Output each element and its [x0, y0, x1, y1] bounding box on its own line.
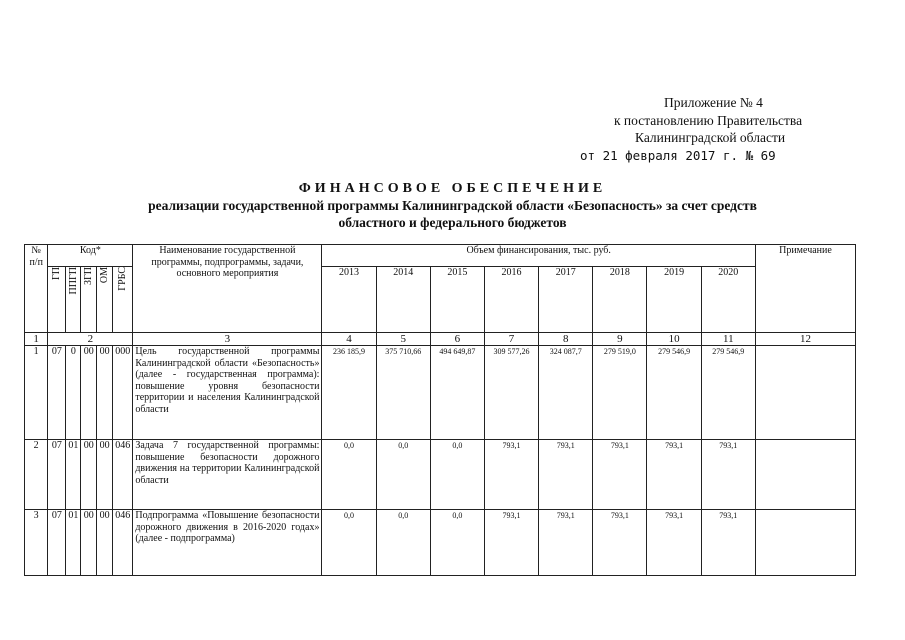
value-cell: 793,1	[647, 440, 701, 510]
column-number: 2	[48, 333, 133, 346]
row-note	[755, 510, 855, 576]
code-ppgp: 01	[66, 440, 81, 510]
header-year: 2020	[701, 267, 755, 333]
value-cell: 0,0	[430, 440, 484, 510]
document-heading	[0, 180, 905, 231]
value-cell: 793,1	[484, 510, 538, 576]
column-number: 11	[701, 333, 755, 346]
value-cell: 793,1	[701, 440, 755, 510]
header-note: Примечание	[755, 245, 855, 333]
table-row	[25, 440, 856, 510]
header-code: Код*	[48, 245, 133, 267]
row-num: 2	[25, 440, 48, 510]
header-name: Наименование государственной программы, подпрограммы, задачи, основного мероприятия	[133, 245, 322, 333]
header-funding: Объем финансирования, тыс. руб.	[322, 245, 755, 267]
value-cell: 324 087,7	[539, 346, 593, 440]
value-cell: 0,0	[376, 440, 430, 510]
row-name: Подпрограмма «Повышение безопасности дорожного движения в 2016-2020 годах» (далее - подпрограмма)	[133, 510, 322, 576]
code-zgp: 00	[81, 510, 97, 576]
table-row	[25, 346, 856, 440]
document-title: ФИНАНСОВОЕ ОБЕСПЕЧЕНИЕ	[298, 181, 607, 196]
value-cell: 0,0	[430, 510, 484, 576]
code-grbs: 046	[113, 440, 133, 510]
appendix-resolution: к постановлению Правительства	[614, 112, 803, 128]
header-code-zgp: ЗГП	[83, 267, 95, 286]
header-year: 2014	[376, 267, 430, 333]
column-number: 1	[25, 333, 48, 346]
row-note	[755, 440, 855, 510]
value-cell: 279 519,0	[593, 346, 647, 440]
value-cell: 793,1	[539, 510, 593, 576]
row-name: Задача 7 государственной программы: повышение безопасности дорожного движения на территории Калининградской области	[133, 440, 322, 510]
appendix-date: от 21 февраля 2017 г. № 69	[580, 147, 776, 163]
code-om: 00	[97, 346, 113, 440]
header-year: 2018	[593, 267, 647, 333]
value-cell: 0,0	[322, 440, 376, 510]
code-gp: 07	[48, 346, 66, 440]
value-cell: 0,0	[376, 510, 430, 576]
value-cell: 236 185,9	[322, 346, 376, 440]
value-cell: 793,1	[593, 510, 647, 576]
column-number: 4	[322, 333, 376, 346]
row-num: 1	[25, 346, 48, 440]
value-cell: 793,1	[484, 440, 538, 510]
row-name: Цель государственной программы Калининградской области «Безопасность» (далее - государственная программа): повышение уровня безопасности территории и населения Калининградской области	[133, 346, 322, 440]
code-zgp: 00	[81, 440, 97, 510]
value-cell: 309 577,26	[484, 346, 538, 440]
code-grbs: 046	[113, 510, 133, 576]
column-number: 5	[376, 333, 430, 346]
value-cell: 793,1	[701, 510, 755, 576]
table-row	[25, 510, 856, 576]
document-subtitle-line-1: реализации государственной программы Калининградской области «Безопасность» за счет средств	[148, 198, 757, 213]
value-cell: 279 546,9	[701, 346, 755, 440]
header-year: 2017	[539, 267, 593, 333]
header-code-grbs: ГРБС	[116, 267, 128, 291]
code-om: 00	[97, 440, 113, 510]
value-cell: 793,1	[647, 510, 701, 576]
column-number: 8	[539, 333, 593, 346]
column-number: 12	[755, 333, 855, 346]
code-ppgp: 01	[66, 510, 81, 576]
code-zgp: 00	[81, 346, 97, 440]
code-om: 00	[97, 510, 113, 576]
value-cell: 279 546,9	[647, 346, 701, 440]
value-cell: 494 649,87	[430, 346, 484, 440]
value-cell: 0,0	[322, 510, 376, 576]
code-grbs: 000	[113, 346, 133, 440]
value-cell: 375 710,66	[376, 346, 430, 440]
code-ppgp: 0	[66, 346, 81, 440]
header-code-ppgp: ППГП	[68, 267, 80, 295]
header-year: 2015	[430, 267, 484, 333]
column-number: 6	[430, 333, 484, 346]
header-year: 2019	[647, 267, 701, 333]
value-cell: 793,1	[593, 440, 647, 510]
header-year: 2016	[484, 267, 538, 333]
appendix-number: Приложение № 4	[664, 95, 763, 110]
header-code-om: ОМ	[99, 267, 111, 284]
header-num: № п/п	[25, 245, 48, 333]
document-subtitle-line-2: областного и федерального бюджетов	[338, 215, 567, 230]
value-cell: 793,1	[539, 440, 593, 510]
row-num: 3	[25, 510, 48, 576]
code-gp: 07	[48, 440, 66, 510]
column-number: 3	[133, 333, 322, 346]
column-number: 9	[593, 333, 647, 346]
header-code-gp: ГП	[51, 267, 63, 281]
code-gp: 07	[48, 510, 66, 576]
appendix-region: Калининградской области	[635, 130, 786, 145]
column-number: 10	[647, 333, 701, 346]
column-number: 7	[484, 333, 538, 346]
appendix-block	[560, 94, 860, 164]
financing-table	[24, 244, 856, 576]
row-note	[755, 346, 855, 440]
header-year: 2013	[322, 267, 376, 333]
